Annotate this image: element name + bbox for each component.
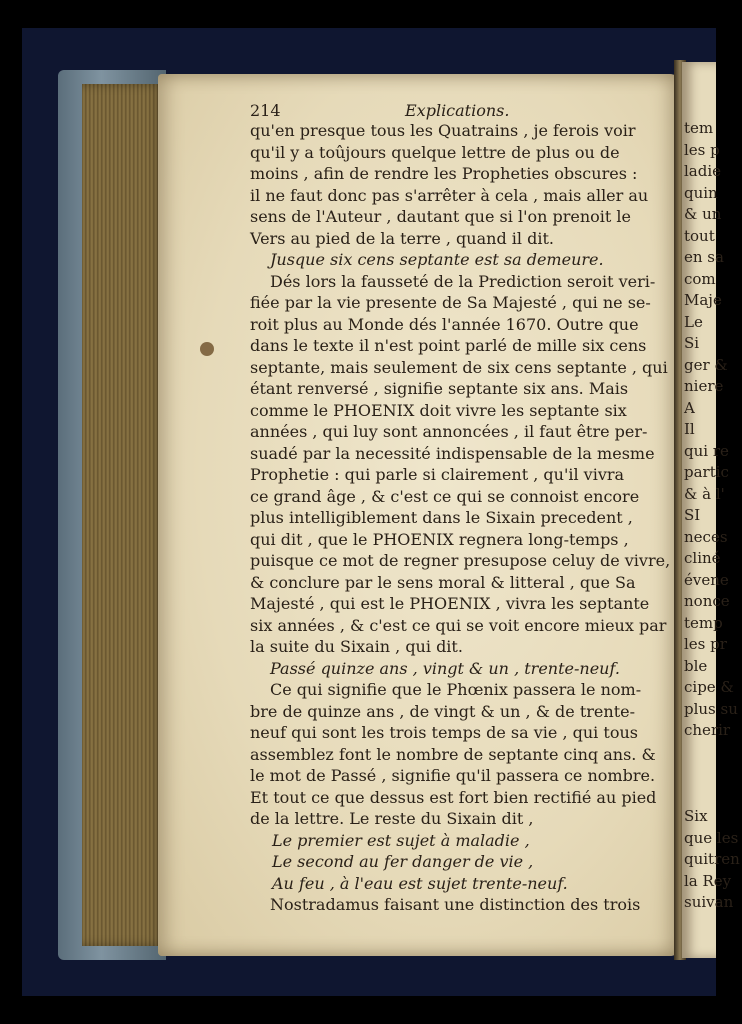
text-lines [250,120,671,916]
text-line: neuf qui sont les trois temps de sa vie , qui tous [250,723,638,742]
right-text-fragment: que les [684,828,739,847]
right-text-fragment [684,785,740,807]
right-text-fragment: ble [684,656,708,675]
right-text-fragment: Il [684,420,695,438]
text-line: qu'en presque tous les Quatrains , je ferois voir [250,121,636,140]
text-line: ce grand âge , & c'est ce qui se connoist encore [250,486,640,506]
right-text-fragment: SI [684,506,701,524]
text-line: roit plus au Monde dés l'année 1670. Outre que [250,314,639,334]
right-text-fragment: quitren [684,850,740,868]
text-line: Passé quinze ans , vingt & un , trente-neuf. [270,658,620,678]
right-text-fragment: neces [684,527,728,546]
right-page-text [684,118,740,914]
text-line: fiée par la vie presente de Sa Majesté , qui ne se- [250,293,651,312]
right-text-fragment: en sa [684,248,724,266]
right-text-fragment: cipe & [684,678,734,696]
text-line: plus intelligiblement dans le Sixain precedent , [250,508,633,527]
right-text-fragment: tem [684,119,714,137]
text-line: Nostradamus faisant une distinction des trois [270,895,641,914]
right-text-fragment: partic [684,463,729,481]
right-text-fragment: ger & [684,355,728,374]
text-line: dans le texte il n'est point parlé de mille six cens [250,336,647,355]
right-text-fragment: com [684,269,716,288]
text-line: il ne faut donc pas s'arrêter à cela , mais aller au [250,185,649,205]
right-text-fragment: Maje [684,291,722,309]
right-text-fragment: nonce [684,592,730,610]
text-line: six années , & c'est ce qui se voit encore mieux par [250,615,667,635]
right-text-fragment: la Rey [684,871,732,890]
text-line: comme le PHOENIX doit vivre les septante six [250,400,627,420]
page-edges [82,84,164,946]
right-text-fragment: & à l' [684,484,725,503]
right-text-fragment: Si [684,334,700,352]
text-line: Le premier est sujet à maladie , [272,830,530,850]
right-text-fragment: tout [684,226,715,245]
text-line: de la lettre. Le reste du Sixain dit , [250,809,534,828]
text-line: bre de quinze ans , de vingt & un , & de trente- [250,701,635,721]
text-line: Et tout ce que dessus est fort bien rectifié au pied [250,787,657,807]
right-text-fragment: qui re [684,441,729,460]
right-text-fragment: évene [684,570,729,589]
right-text-fragment: A [684,398,695,417]
right-text-fragment: les p [684,140,720,159]
right-text-fragment: & un [684,205,722,223]
text-line: assemblez font le nombre de septante cinq ans. & [250,744,656,764]
text-line: Vers au pied de la terre , quand il dit. [250,228,554,248]
right-text-fragment: les pr [684,635,727,653]
right-text-fragment: temp [684,613,723,632]
text-line: puisque ce mot de regner presupose celuy de vivre, [250,551,671,570]
right-text-fragment [684,742,740,764]
right-text-fragment: niere [684,377,724,395]
text-line: années , qui luy sont annoncées , il faut être per- [250,422,648,441]
right-text-fragment: plus su [684,699,738,718]
right-text-fragment: quin [684,183,718,202]
running-head: Explications. [405,101,510,120]
right-text-fragment: ladie [684,162,722,180]
left-page-text [250,100,671,916]
ink-spot [200,342,214,356]
text-line: Le second au fer danger de vie , [272,852,534,871]
text-line: Prophetie : qui parle si clairement , qu'il vivra [250,465,625,484]
text-line: Au feu , à l'eau est sujet trente-neuf. [272,873,568,893]
text-line: septante, mais seulement de six cens septante , qui [250,357,668,377]
text-line: suadé par la necessité indispensable de la mesme [250,443,655,463]
text-line: Jusque six cens septante est sa demeure. [270,250,604,269]
text-line: Majesté , qui est le PHOENIX , vivra les septante [250,594,650,613]
right-text-fragment: Six [684,807,708,825]
page-number: 214 [250,101,281,120]
text-line: Ce qui signifie que le Phœnix passera le nom- [270,680,642,699]
text-line: sens de l'Auteur , dautant que si l'on prenoit le [250,207,632,226]
right-text-fragment: cherir [684,721,731,739]
text-line: la suite du Sixain , qui dit. [250,637,463,656]
text-line: moins , afin de rendre les Propheties obscures : [250,164,638,183]
text-line: étant renversé , signifie septante six ans. Mais [250,379,629,398]
right-text-fragment: suivan [684,893,734,911]
text-line: qu'il y a toûjours quelque lettre de plus ou de [250,142,620,162]
right-text-fragment: cliné [684,549,721,567]
text-line: le mot de Passé , signifie qu'il passera ce nombre. [250,766,656,785]
page-header [250,100,668,120]
text-line: Dés lors la fausseté de la Prediction seroit veri- [270,271,656,291]
text-line: qui dit , que le PHOENIX regnera long-temps , [250,529,629,549]
right-text-fragment: Le [684,312,703,331]
right-text-fragment [684,763,740,785]
text-line: & conclure par le sens moral & litteral , que Sa [250,572,636,592]
